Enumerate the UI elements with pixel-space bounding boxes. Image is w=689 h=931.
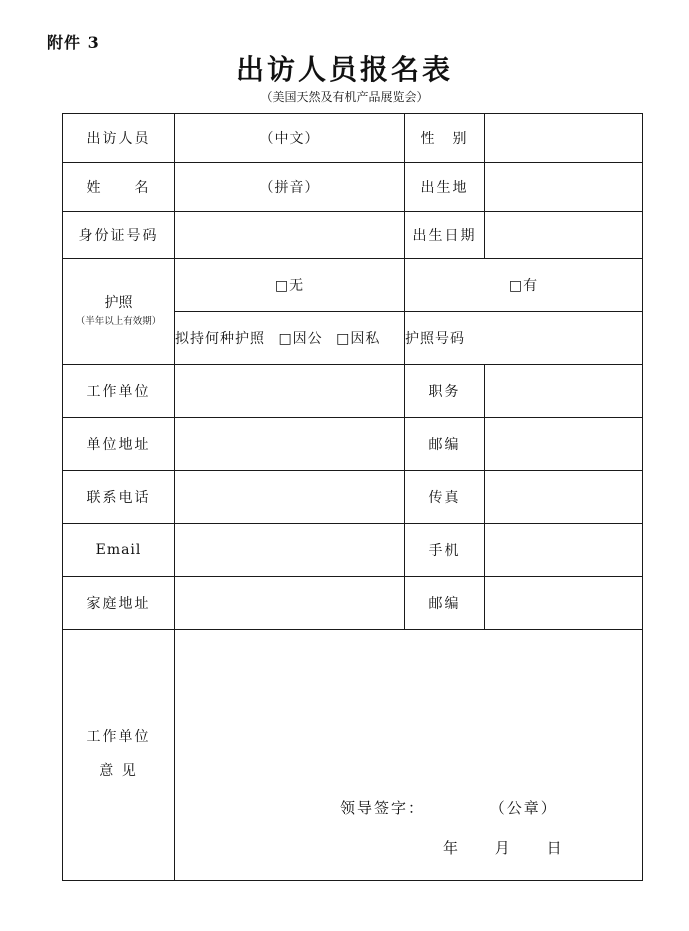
label-passport-apply-text: 拟持何种护照 — [175, 331, 265, 347]
label-passport — [63, 259, 175, 365]
page-subtitle: （美国天然及有机产品展览会） — [260, 90, 429, 104]
date-row — [175, 837, 642, 858]
label-official-seal: （公章） — [489, 799, 558, 817]
label-work-unit: 工作单位 — [63, 365, 175, 418]
table-row — [63, 630, 643, 881]
table-row — [63, 114, 643, 163]
label-unit-postcode: 邮编 — [405, 418, 485, 471]
label-contact-phone: 联系电话 — [63, 471, 175, 524]
label-month: 月 — [494, 839, 512, 857]
label-work-unit-opinion — [63, 630, 175, 881]
label-leader-signature: 领导签字： — [340, 799, 426, 817]
label-home-address: 家庭地址 — [63, 577, 175, 630]
opinion-body — [175, 630, 642, 880]
label-fax: 传真 — [405, 471, 485, 524]
label-position: 职务 — [405, 365, 485, 418]
label-applicant-name-line2: 姓 名 — [63, 163, 175, 212]
page-title: 出访人员报名表 — [235, 53, 453, 86]
label-email: Email — [63, 524, 175, 577]
passport-type-group[interactable] — [175, 312, 405, 365]
label-work-unit-opinion-line2: 意 见 — [99, 763, 138, 779]
checkbox-passport-has[interactable]: □有 — [405, 259, 643, 312]
input-mobile[interactable] — [485, 524, 643, 577]
input-contact-phone[interactable] — [175, 471, 405, 524]
input-home-address[interactable] — [175, 577, 405, 630]
label-passport-main: 护照 — [104, 295, 133, 312]
label-unit-address: 单位地址 — [63, 418, 175, 471]
table-row — [63, 365, 643, 418]
signature-row — [175, 797, 642, 818]
label-home-postcode: 邮编 — [405, 577, 485, 630]
registration-form-table — [62, 113, 643, 881]
table-row — [63, 259, 643, 312]
table-row — [63, 418, 643, 471]
input-birthplace[interactable] — [485, 163, 643, 212]
table-row — [63, 163, 643, 212]
input-position[interactable] — [485, 365, 643, 418]
input-gender[interactable] — [485, 114, 643, 163]
checkbox-passport-none[interactable]: □无 — [175, 259, 405, 312]
input-chinese-name[interactable]: （中文） — [175, 114, 405, 163]
label-applicant-name-line1: 出访人员 — [63, 114, 175, 163]
input-email[interactable] — [175, 524, 405, 577]
checkbox-passport-private[interactable]: □因私 — [336, 331, 381, 347]
input-fax[interactable] — [485, 471, 643, 524]
input-unit-postcode[interactable] — [485, 418, 643, 471]
table-row — [63, 577, 643, 630]
input-work-unit-opinion[interactable] — [175, 630, 643, 881]
table-row — [63, 471, 643, 524]
label-day: 日 — [546, 839, 564, 857]
input-id-number[interactable] — [175, 212, 405, 259]
table-row — [63, 524, 643, 577]
label-work-unit-opinion-line1: 工作单位 — [86, 729, 151, 746]
label-passport-note: （半年以上有效期） — [75, 316, 162, 328]
input-home-postcode[interactable] — [485, 577, 643, 630]
label-gender: 性 别 — [405, 114, 485, 163]
label-mobile: 手机 — [405, 524, 485, 577]
input-birth-date[interactable] — [485, 212, 643, 259]
label-passport-number: 护照号码 — [405, 331, 465, 347]
input-work-unit[interactable] — [175, 365, 405, 418]
attachment-label: 附件 3 — [47, 33, 100, 52]
passport-number-group[interactable] — [405, 312, 643, 365]
input-unit-address[interactable] — [175, 418, 405, 471]
label-birthplace: 出生地 — [405, 163, 485, 212]
checkbox-passport-official[interactable]: □因公 — [278, 331, 323, 347]
label-id-number: 身份证号码 — [63, 212, 175, 259]
table-row — [63, 212, 643, 259]
label-birth-date: 出生日期 — [405, 212, 485, 259]
label-year: 年 — [443, 839, 461, 857]
input-pinyin-name[interactable]: （拼音） — [175, 163, 405, 212]
